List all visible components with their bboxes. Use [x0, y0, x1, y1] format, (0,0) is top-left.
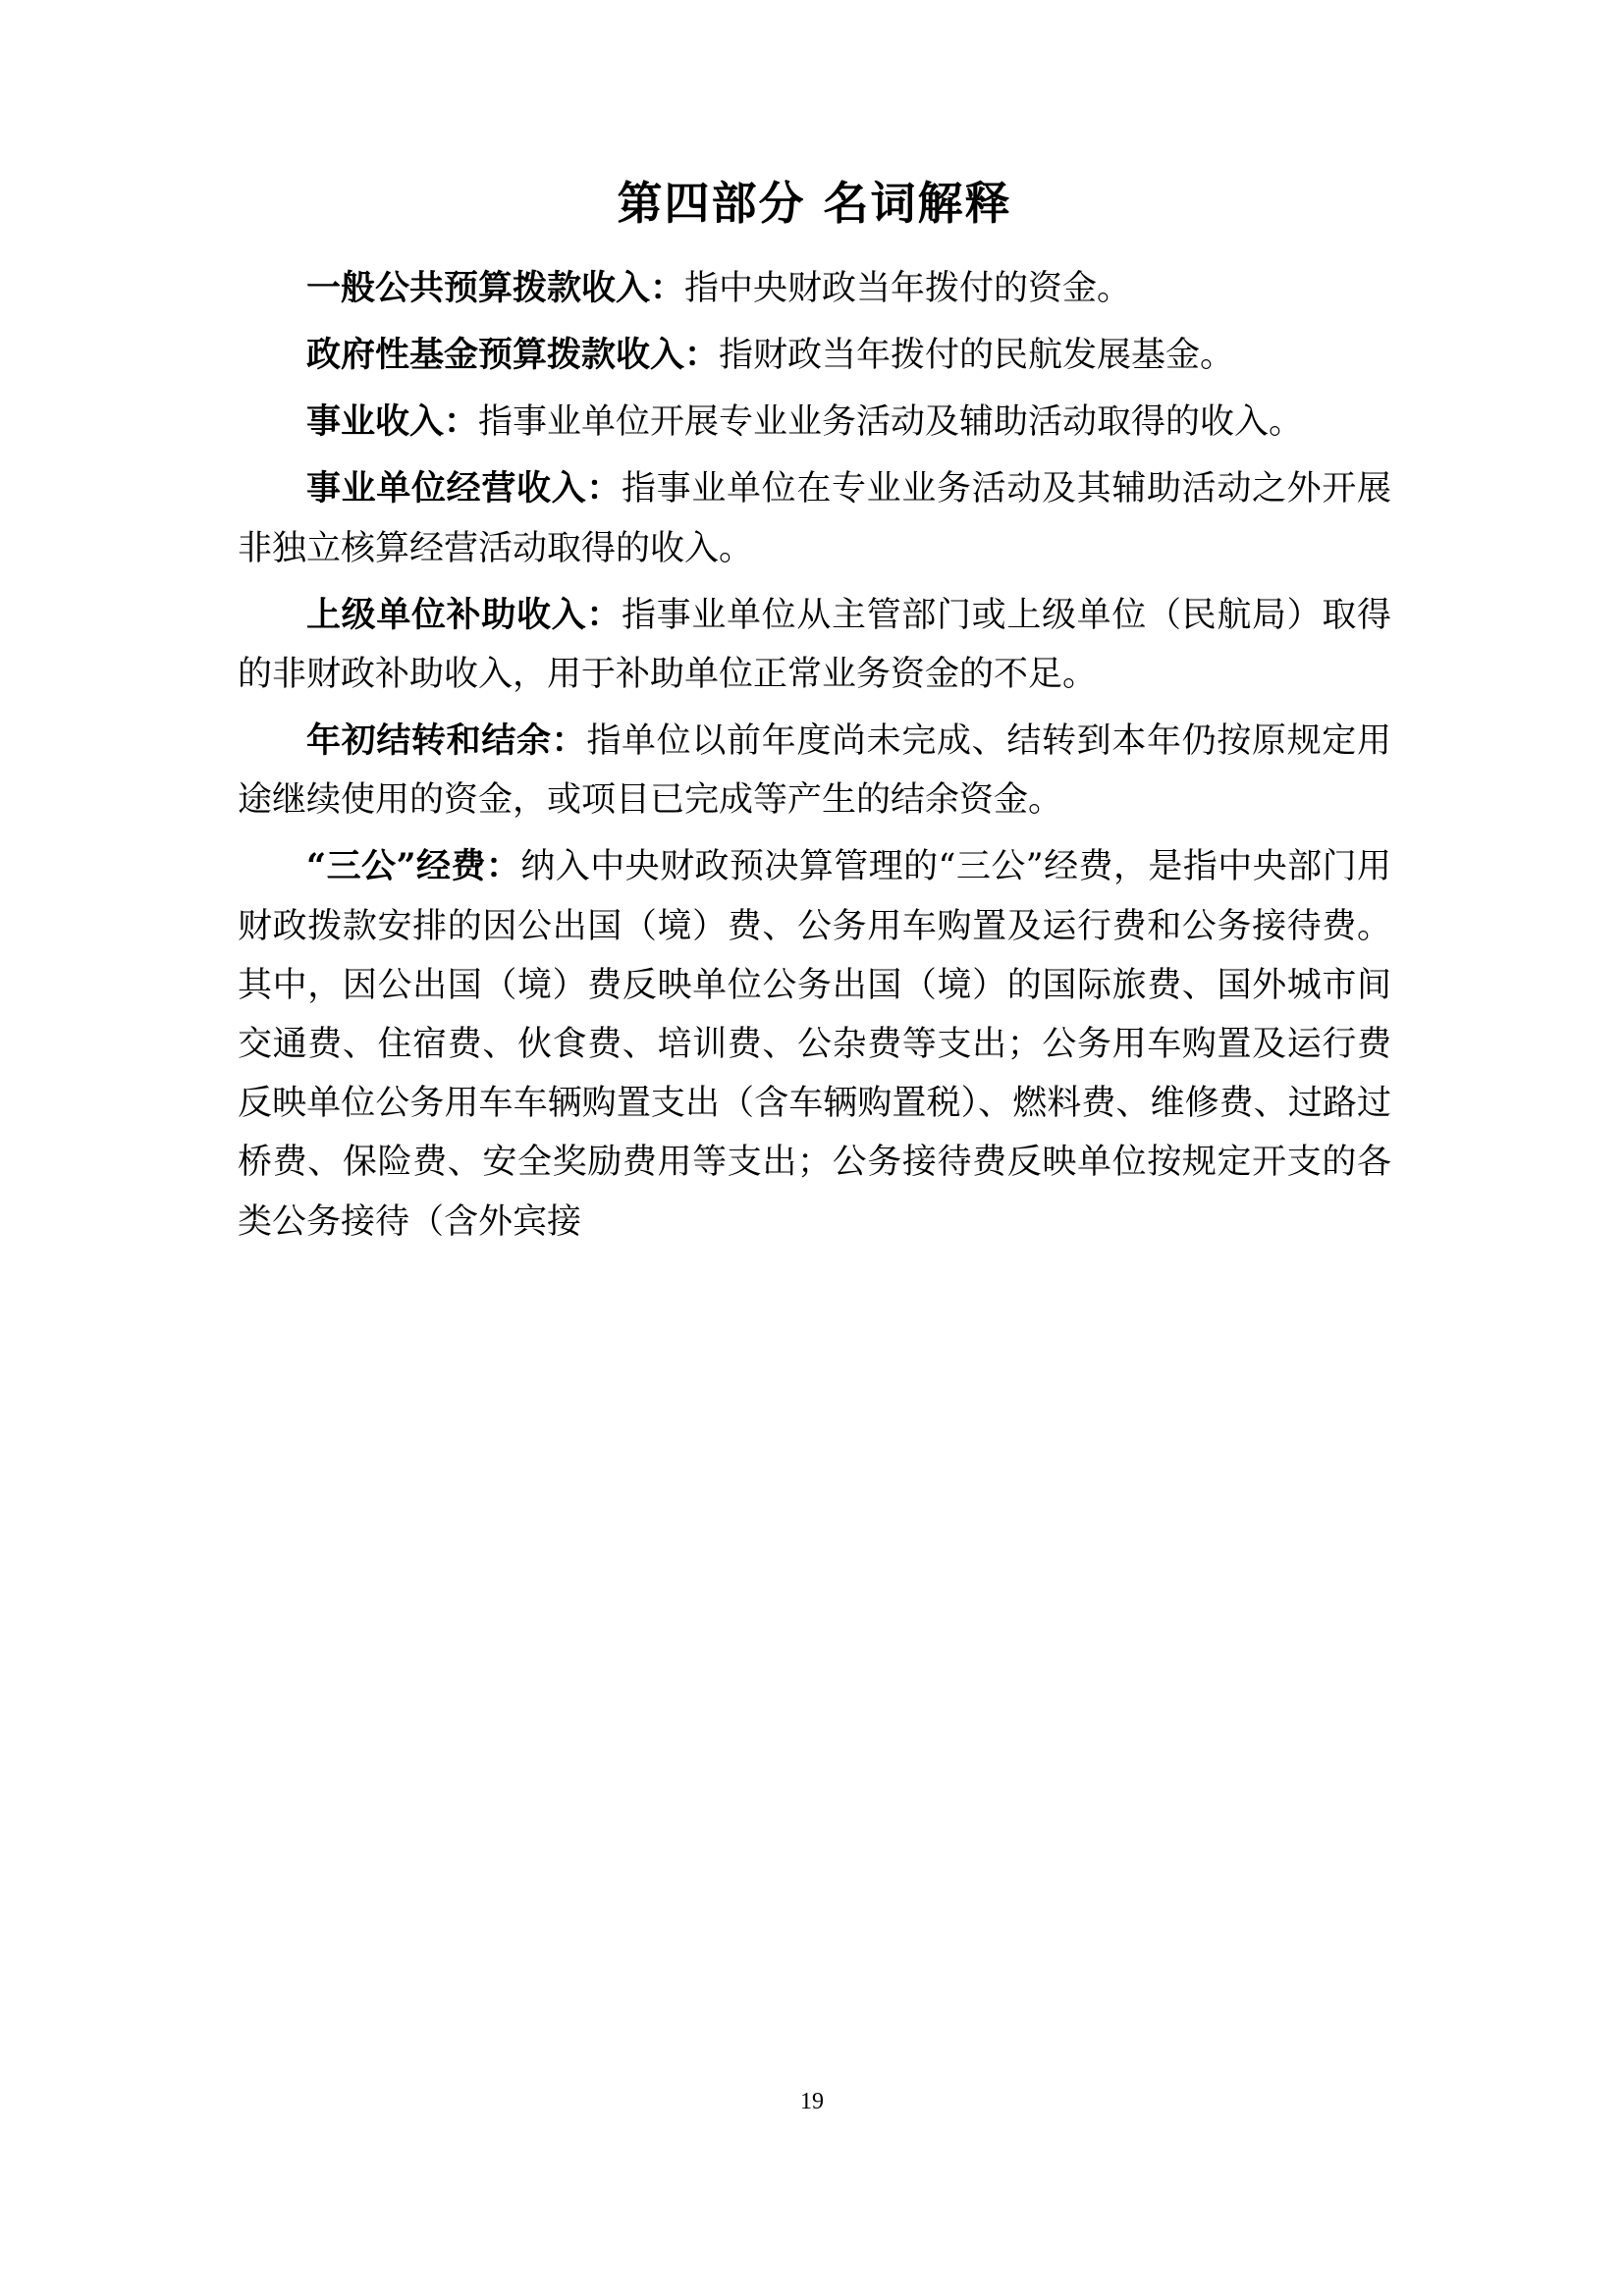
- definition-text: 指事业单位在专业业务活动及其辅助活动之外开展非独立核算经营活动取得的收入。: [238, 469, 1391, 568]
- document-body: [238, 175, 1391, 1259]
- definition-paragraph: [238, 712, 1391, 829]
- page-number: 19: [800, 2089, 824, 2114]
- definition-term: 上级单位补助收入：: [306, 594, 622, 635]
- definition-text: 指事业单位开展专业业务活动及辅助活动取得的收入。: [478, 402, 1304, 443]
- definition-term: 一般公共预算拨款收入：: [306, 267, 685, 308]
- definition-paragraph: [238, 259, 1391, 318]
- definition-paragraph: [238, 837, 1391, 1251]
- definition-term: 事业收入：: [306, 401, 479, 443]
- definition-term: “三公”经费：: [306, 846, 521, 887]
- definition-text: 指事业单位从主管部门或上级单位（民航局）取得的非财政补助收入，用于补助单位正常业务资金的不足。: [238, 595, 1391, 694]
- definition-text: 纳入中央财政预决算管理的“三公”经费，是指中央部门用财政拨款安排的因公出国（境）费、公务用车购置及运行费和公务接待费。其中，因公出国（境）费反映单位公务出国（境）的国际旅费、国外城市间交通费、住宿费、伙食费、培训费、公杂费等支出；公务用车购置及运行费反映单位公务用车车辆购置支出（含车辆购置税）、燃料费、维修费、过路过桥费、保险费、安全奖励费用等支出；公务接待费反映单位按规定开支的各类公务接待（含外宾接: [238, 847, 1392, 1242]
- definition-paragraph: [238, 393, 1391, 452]
- page-title: 第四部分 名词解释: [617, 177, 1012, 230]
- definition-paragraph: [238, 586, 1391, 704]
- definition-text: 指财政当年拨付的民航发展基金。: [719, 335, 1235, 375]
- definition-term: 事业单位经营收入：: [306, 468, 622, 509]
- definition-term: 政府性基金预算拨款收入：: [306, 334, 720, 375]
- definition-text: 指单位以前年度尚未完成、结转到本年仍按原规定用途继续使用的资金，或项目已完成等产生的结余资金。: [238, 721, 1391, 821]
- definition-paragraph: [238, 459, 1391, 577]
- definition-text: 指中央财政当年拨付的资金。: [684, 268, 1132, 308]
- definition-paragraph: [238, 326, 1391, 385]
- definition-term: 年初结转和结余：: [306, 721, 587, 762]
